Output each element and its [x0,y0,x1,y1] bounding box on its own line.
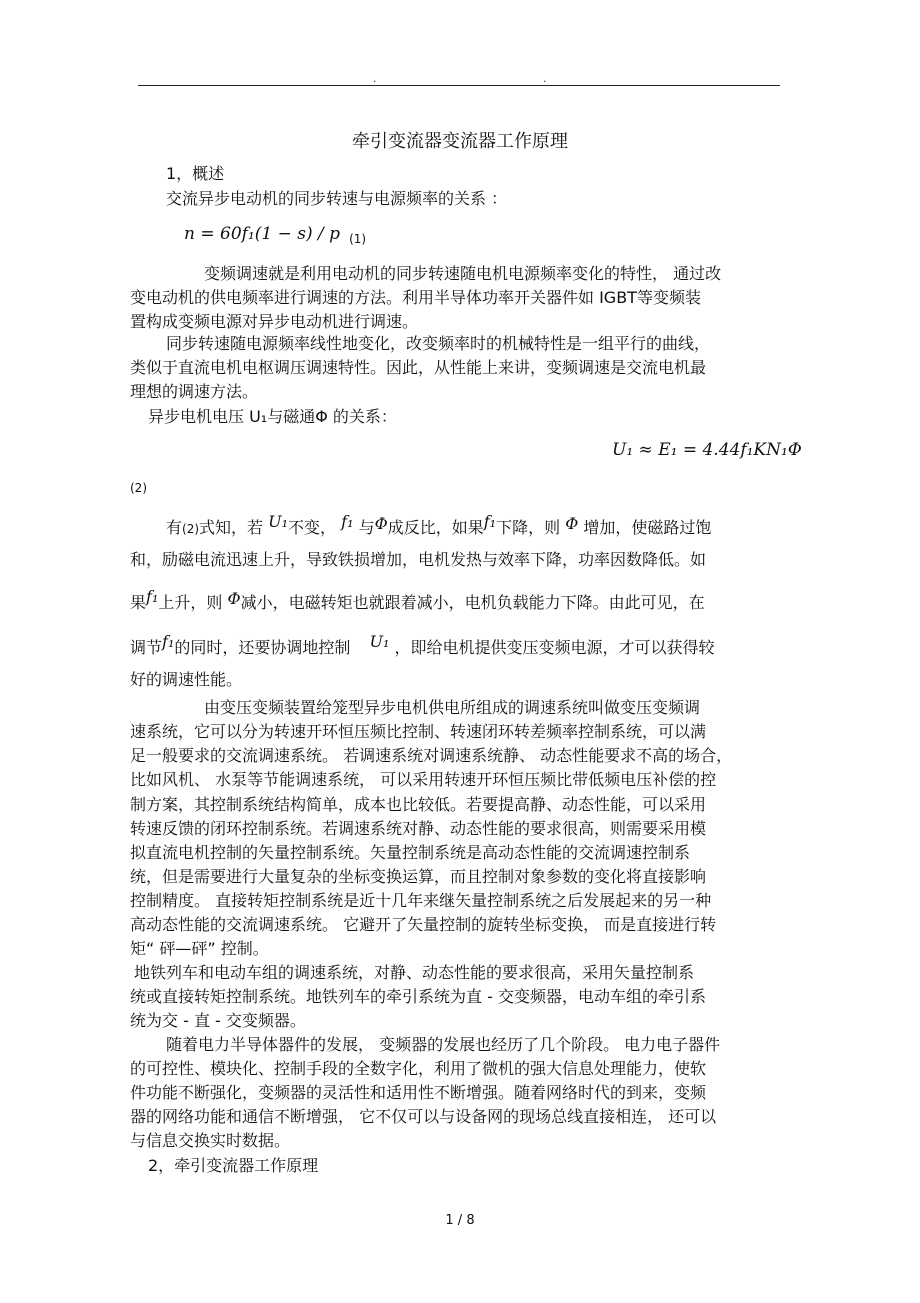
document-title: 牵引变流器变流器工作原理 [352,131,568,152]
header-dot-left: . [373,72,377,85]
para3-line4 [130,632,715,658]
para4-line1: 由变压变频装置给笼型异步电机供电所组成的调速系统叫做变压变频调 [204,698,701,717]
page-number: 1 / 8 [445,1213,475,1228]
para4-line8: 统，但是需要进行大量复杂的坐标变换运算，而且控制对象参数的变化将直接影响 [130,867,707,886]
para6-line1: 随着电力半导体器件的发展， 变频器的发展也经历了几个阶段。 电力电子器件 [166,1035,721,1054]
formula-2-expression: U₁ ≈ E₁ = 4.44f₁KN₁Φ [612,440,802,460]
para6-line4: 器的网络功能和通信不断增强， 它不仅可以与设备网的现场总线直接相连， 还可以 [130,1107,717,1126]
symbol-phi: Φ [565,514,579,533]
symbol-u1: U₁ [369,632,390,651]
para6-line5: 与信息交换实时数据。 [130,1131,291,1150]
para3-text: 上升，则 [158,593,223,612]
para2-line3: 理想的调速方法。 [130,382,259,401]
relation-line-2: 异步电机电压 U₁与磁通Φ 的关系： [148,407,397,426]
symbol-phi: Φ [374,514,388,533]
para4-line4: 比如风机、 水泵等节能调速系统， 可以采用转速开环恒压频比带低频电压补偿的控 [130,770,717,789]
formula-2-number: (2) [130,481,147,495]
para3-line3 [130,587,705,613]
para1-line3: 置构成变频电源对异步电动机进行调速。 [130,312,419,331]
para4-line11: 矩“ 砰—砰” 控制。 [130,939,269,958]
symbol-f1: f₁ [483,512,497,531]
para2-line2: 类似于直流电机电枢调压调速特性。因此，从性能上来讲，变频调速是交流电机最 [130,358,707,377]
relation-line-1: 交流异步电动机的同步转速与电源频率的关系 ： [166,189,508,208]
header-rule [138,85,780,86]
symbol-u1: U₁ [268,512,289,531]
para3-text: 有 [166,518,183,537]
section-1-heading: 1，概述 [166,164,225,183]
para3-text: 增加，使磁路过饱 [583,518,712,537]
para6-line3: 件功能不断强化，变频器的灵活性和适用性不断增强。随着网络时代的到来，变频 [130,1083,707,1102]
para3-text: ，即给电机提供变压变频电源，才可以获得较 [394,638,715,657]
para4-line6: 转速反馈的闭环控制系统。若调速系统对静、动态性能的要求很高，则需要采用模 [130,819,707,838]
equation-ref: (2) [182,522,200,536]
para4-line2: 速系统，它可以分为转速开环恒压频比控制、转速闭环转差频率控制系统，可以满 [130,722,707,741]
para4-line7: 拟直流电机控制的矢量控制系统。矢量控制系统是高动态性能的交流调速控制系 [130,843,691,862]
formula-1 [184,224,366,244]
para2-line1: 同步转速随电源频率线性地变化，改变频率时的机械特性是一组平行的曲线， [166,334,711,353]
symbol-f1: f₁ [146,587,159,606]
para3-text: 果 [130,593,147,612]
formula-1-expression: n = 60f₁(1 − s) / p [184,224,341,244]
para6-line2: 的可控性、模块化、控制手段的全数字化，利用了微机的强大信息处理能力，使软 [130,1059,707,1078]
para4-line3: 足一般要求的交流调速系统。 若调速系统对调速系统静、 动态性能要求不高的场合， [130,746,733,765]
para3-text: 成反比，如果 [387,518,484,537]
para3-text: 减小，电磁转矩也就跟着减小，电机负载能力下降。由此可见，在 [240,593,705,612]
para4-line10: 高动态性能的交流调速系统。 它避开了矢量控制的旋转坐标变换， 而是直接进行转 [130,915,717,934]
formula-1-number: (1) [349,232,367,246]
para4-line9: 控制精度。 直接转矩控制系统是近十几年来继矢量控制系统之后发展起来的另一种 [130,891,712,910]
para3-text: 调节 [130,638,163,657]
para5-line2: 统或直接转矩控制系统。地铁列车的牵引系统为直 - 交变频器，电动车组的牵引系 [130,987,706,1006]
symbol-phi: Φ [227,589,241,608]
para1-line1: 变频调速就是利用电动机的同步转速随电机电源频率变化的特性， 通过改 [204,264,722,283]
para3-text: 下降，则 [496,518,561,537]
para5-line1: 地铁列车和电动车组的调速系统，对静、动态性能的要求很高，采用矢量控制系 [134,963,695,982]
para3-line1 [166,512,712,539]
para3-text: 式知，若 [199,518,264,537]
section-2-heading: 2，牵引变流器工作原理 [148,1156,319,1175]
para3-line5: 好的调速性能。 [130,670,243,689]
para5-line3: 统为交 - 直 - 交变频器。 [130,1011,306,1030]
para3-text: 的同时，还要协调地控制 [174,638,351,657]
para3-text: 与 [358,518,375,537]
para4-line5: 制方案，其控制系统结构简单，成本也比较低。若要提高静、动态性能，可以采用 [130,795,707,814]
header-dot-right: . [543,72,547,85]
symbol-f1: f₁ [162,632,175,651]
symbol-f1: f₁ [341,512,354,531]
para3-line2: 和，励磁电流迅速上升，导致铁损增加，电机发热与效率下降，功率因数降低。如 [130,550,707,569]
para1-line2: 变电动机的供电频率进行调速的方法。利用半导体功率开关器件如 IGBT等变频装 [130,288,701,307]
para3-text: 不变， [288,518,337,537]
